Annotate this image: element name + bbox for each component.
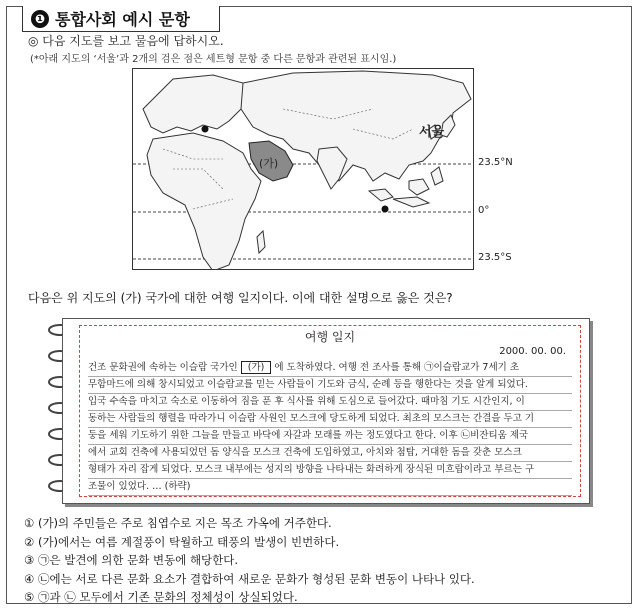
madagascar-shape (257, 231, 265, 253)
answer-choices (24, 514, 475, 607)
choice-4[interactable]: ④ ㉡에는 서로 다른 문화 요소가 결합하여 새로운 문화가 형성된 문화 변동이 나타나 있다. (24, 571, 475, 586)
map-svg (133, 69, 474, 270)
choice-2[interactable]: ② (가)에서는 여름 계절풍이 탁월하고 태풍의 발생이 빈번하다. (24, 534, 340, 549)
lat-0: 0° (478, 205, 490, 216)
philippines-shape (431, 167, 443, 185)
india-shape (317, 147, 347, 189)
journal-line1-after: 에 도착하였다. 여행 전 조사를 통해 ㉠이슬람교가 7세기 초 (274, 362, 520, 373)
choice-1[interactable]: ① (가)의 주민들은 주로 침엽수로 지은 목조 가옥에 거주한다. (24, 516, 332, 530)
black-dot-mediterranean (202, 126, 209, 133)
journal-title: 여행 일지 (304, 330, 356, 344)
lat-23-5-n: 23.5°N (478, 157, 513, 168)
journal-blank-box: (가) (241, 361, 272, 374)
journal-line: 동하는 사람들의 행렬을 따라가니 이슬람 사원인 모스크에 당도하게 되었다. 최초의 모스크는 간결을 두고 기 (88, 411, 572, 428)
journal-line: 무함마드에 의해 창시되었고 이슬람교를 믿는 사람들이 기도와 금식, 순례 등을 행한다는 것을 알게 되었다. (88, 377, 572, 394)
choice-5[interactable]: ⑤ ㉠과 ㉡ 모두에서 기존 문화의 정체성이 상실되었다. (24, 590, 298, 604)
question-text: 다음은 위 지도의 (가) 국가에 대한 여행 일지이다. 이에 대한 설명으로 옳은 것은? (28, 291, 453, 305)
choice-3[interactable]: ③ ㉠은 발견에 의한 문화 변동에 해당한다. (24, 553, 239, 567)
journal-line: 에서 교회 건축에 사용되었던 돔 양식을 모스크 건축에 도입하였고, 아치와 첨탑, 거대한 돔을 갖춘 모스크 (88, 445, 572, 462)
lat-23-5-s: 23.5°S (478, 252, 512, 263)
journal-body (88, 360, 572, 496)
black-dot-southeast-asia (382, 206, 389, 213)
journal-line: 입국 수속을 마치고 숙소로 이동하여 짐을 푼 후 식사를 위해 도심으로 들어갔다. 때마침 기도 시간인지, 이 (88, 394, 572, 411)
europe-shape (143, 75, 253, 133)
borneo-shape (409, 179, 429, 195)
journal-line: 둥을 세워 기도하기 위한 그늘을 만들고 바닥에 자갈과 모래를 까는 정도였다고 한다. 이후 ㉡비잔티움 제국 (88, 428, 572, 445)
seoul-label: 서울 (419, 125, 445, 140)
journal-line: 조물이 있었다. … (하략) (88, 479, 572, 496)
java-shape (393, 197, 429, 207)
journal-line (88, 360, 572, 377)
journal-inner-border (79, 325, 581, 497)
instruction-text: ◎ 다음 지도를 보고 물음에 답하시오. (28, 34, 224, 48)
region-label-ga: (가) (259, 157, 279, 170)
section-number: ❶ (31, 10, 49, 28)
journal-line: 형태가 자리 잡게 되었다. 모스크 내부에는 성지의 방향을 나타내는 화려하게 장식된 미흐랍이라고 부르는 구 (88, 462, 572, 479)
journal-line1-before: 건조 문화권에 속하는 이슬람 국가인 (88, 362, 238, 373)
journal-date: 2000. 00. 00. (499, 346, 566, 357)
section-title (22, 6, 220, 32)
section-title-text: 통합사회 예시 문항 (55, 10, 190, 29)
travel-journal (62, 318, 590, 504)
sumatra-shape (369, 189, 393, 201)
map-note: (*아래 지도의 ‘서울’과 2개의 검은 점은 세트형 문항 중 다른 문항과 관련된 표시임.) (30, 54, 397, 65)
world-map (132, 68, 474, 270)
africa-shape (147, 133, 261, 270)
